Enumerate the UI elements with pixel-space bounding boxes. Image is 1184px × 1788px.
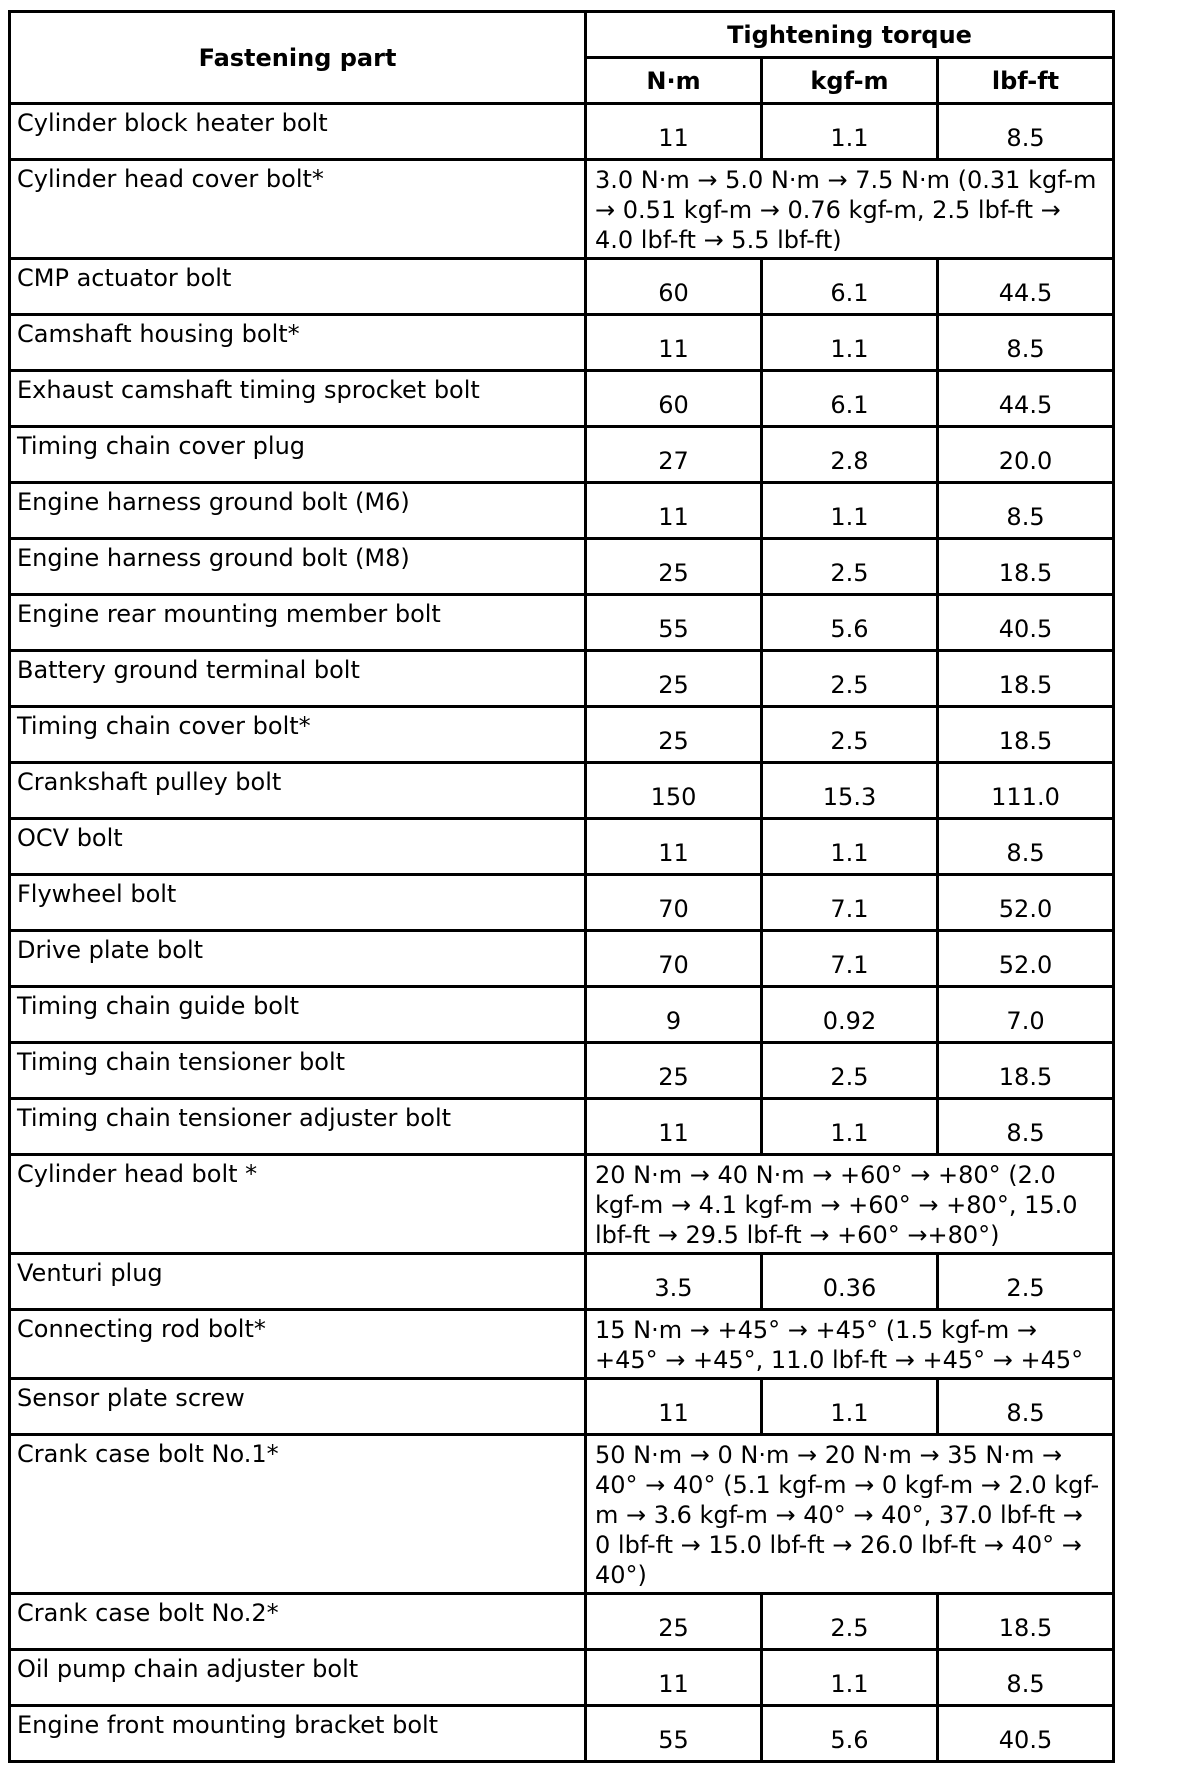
torque-lbfft-cell: 2.5: [938, 1254, 1114, 1310]
torque-kgfm-cell: 5.6: [762, 595, 938, 651]
torque-kgfm-cell: 1.1: [762, 1379, 938, 1435]
table-header: [10, 12, 1114, 104]
fastening-part-cell: Venturi plug: [10, 1254, 586, 1310]
header-unit-lbfft: lbf-ft: [938, 58, 1114, 104]
fastening-part-cell: Flywheel bolt: [10, 875, 586, 931]
torque-lbfft-cell: 7.0: [938, 987, 1114, 1043]
fastening-part-cell: Engine harness ground bolt (M8): [10, 539, 586, 595]
torque-kgfm-cell: 1.1: [762, 819, 938, 875]
torque-lbfft-cell: 8.5: [938, 104, 1114, 160]
table-row: [10, 1594, 1114, 1650]
table-row: [10, 763, 1114, 819]
torque-kgfm-cell: 2.5: [762, 1594, 938, 1650]
torque-kgfm-cell: 6.1: [762, 259, 938, 315]
fastening-part-cell: Crank case bolt No.2*: [10, 1594, 586, 1650]
torque-nm-cell: 55: [586, 1706, 762, 1762]
torque-nm-cell: 9: [586, 987, 762, 1043]
torque-nm-cell: 55: [586, 595, 762, 651]
torque-kgfm-cell: 6.1: [762, 371, 938, 427]
fastening-part-cell: Engine rear mounting member bolt: [10, 595, 586, 651]
table-row: [10, 819, 1114, 875]
torque-kgfm-cell: 1.1: [762, 1650, 938, 1706]
torque-lbfft-cell: 20.0: [938, 427, 1114, 483]
table-row: [10, 875, 1114, 931]
torque-lbfft-cell: 52.0: [938, 875, 1114, 931]
fastening-part-cell: Drive plate bolt: [10, 931, 586, 987]
fastening-part-cell: Connecting rod bolt*: [10, 1310, 586, 1379]
table-row: [10, 1155, 1114, 1254]
torque-nm-cell: 11: [586, 1099, 762, 1155]
torque-kgfm-cell: 5.6: [762, 1706, 938, 1762]
fastening-part-cell: Timing chain guide bolt: [10, 987, 586, 1043]
table-row: [10, 1435, 1114, 1594]
torque-lbfft-cell: 8.5: [938, 315, 1114, 371]
fastening-part-cell: Timing chain cover bolt*: [10, 707, 586, 763]
torque-nm-cell: 25: [586, 707, 762, 763]
torque-lbfft-cell: 52.0: [938, 931, 1114, 987]
table-row: [10, 371, 1114, 427]
torque-nm-cell: 11: [586, 104, 762, 160]
table-row: [10, 931, 1114, 987]
table-row: [10, 104, 1114, 160]
table-row: [10, 483, 1114, 539]
fastening-part-cell: Cylinder block heater bolt: [10, 104, 586, 160]
torque-sequence-cell: 20 N·m → 40 N·m → +60° → +80° (2.0 kgf-m → 4.1 kgf-m → +60° → +80°, 15.0 lbf-ft → 29.5 lbf-ft → +60° →+80°): [586, 1155, 1114, 1254]
torque-kgfm-cell: 1.1: [762, 1099, 938, 1155]
table-row: [10, 427, 1114, 483]
fastening-part-cell: Sensor plate screw: [10, 1379, 586, 1435]
fastening-part-cell: Cylinder head bolt *: [10, 1155, 586, 1254]
torque-lbfft-cell: 18.5: [938, 651, 1114, 707]
torque-nm-cell: 25: [586, 1043, 762, 1099]
table-row: [10, 315, 1114, 371]
torque-nm-cell: 27: [586, 427, 762, 483]
fastening-part-cell: Timing chain cover plug: [10, 427, 586, 483]
torque-nm-cell: 3.5: [586, 1254, 762, 1310]
table-row: [10, 259, 1114, 315]
torque-lbfft-cell: 44.5: [938, 371, 1114, 427]
torque-sequence-cell: 15 N·m → +45° → +45° (1.5 kgf-m → +45° → +45°, 11.0 lbf-ft → +45° → +45°: [586, 1310, 1114, 1379]
torque-nm-cell: 25: [586, 1594, 762, 1650]
table-row: [10, 651, 1114, 707]
torque-table: [8, 10, 1115, 1763]
fastening-part-cell: Oil pump chain adjuster bolt: [10, 1650, 586, 1706]
fastening-part-cell: Engine harness ground bolt (M6): [10, 483, 586, 539]
table-row: [10, 595, 1114, 651]
fastening-part-cell: Battery ground terminal bolt: [10, 651, 586, 707]
fastening-part-cell: OCV bolt: [10, 819, 586, 875]
torque-lbfft-cell: 8.5: [938, 819, 1114, 875]
table-row: [10, 987, 1114, 1043]
torque-kgfm-cell: 2.5: [762, 651, 938, 707]
torque-lbfft-cell: 40.5: [938, 595, 1114, 651]
torque-nm-cell: 11: [586, 819, 762, 875]
fastening-part-cell: Engine front mounting bracket bolt: [10, 1706, 586, 1762]
torque-lbfft-cell: 8.5: [938, 1650, 1114, 1706]
fastening-part-cell: Cylinder head cover bolt*: [10, 160, 586, 259]
torque-lbfft-cell: 18.5: [938, 1594, 1114, 1650]
table-row: [10, 1310, 1114, 1379]
torque-lbfft-cell: 18.5: [938, 707, 1114, 763]
torque-kgfm-cell: 2.5: [762, 1043, 938, 1099]
fastening-part-cell: CMP actuator bolt: [10, 259, 586, 315]
torque-lbfft-cell: 18.5: [938, 539, 1114, 595]
table-row: [10, 1099, 1114, 1155]
torque-nm-cell: 11: [586, 315, 762, 371]
table-body: [10, 104, 1114, 1762]
torque-nm-cell: 11: [586, 1379, 762, 1435]
fastening-part-cell: Timing chain tensioner adjuster bolt: [10, 1099, 586, 1155]
torque-nm-cell: 60: [586, 371, 762, 427]
torque-lbfft-cell: 111.0: [938, 763, 1114, 819]
torque-nm-cell: 60: [586, 259, 762, 315]
torque-kgfm-cell: 2.5: [762, 539, 938, 595]
torque-nm-cell: 70: [586, 931, 762, 987]
torque-nm-cell: 25: [586, 651, 762, 707]
torque-nm-cell: 25: [586, 539, 762, 595]
torque-lbfft-cell: 8.5: [938, 1379, 1114, 1435]
torque-kgfm-cell: 2.8: [762, 427, 938, 483]
torque-kgfm-cell: 1.1: [762, 483, 938, 539]
table-row: [10, 539, 1114, 595]
torque-nm-cell: 11: [586, 483, 762, 539]
table-row: [10, 1706, 1114, 1762]
torque-sequence-cell: 50 N·m → 0 N·m → 20 N·m → 35 N·m → 40° → 40° (5.1 kgf-m → 0 kgf-m → 2.0 kgf-m → 3.6 kgf-m → 40° → 40°, 37.0 lbf-ft → 0 lbf-ft → 15.0 lbf-ft → 26.0 lbf-ft → 40° → 40°): [586, 1435, 1114, 1594]
torque-kgfm-cell: 1.1: [762, 104, 938, 160]
table-row: [10, 160, 1114, 259]
torque-lbfft-cell: 40.5: [938, 1706, 1114, 1762]
torque-kgfm-cell: 15.3: [762, 763, 938, 819]
torque-nm-cell: 70: [586, 875, 762, 931]
table-row: [10, 707, 1114, 763]
torque-kgfm-cell: 0.92: [762, 987, 938, 1043]
header-fastening-part: Fastening part: [10, 12, 586, 104]
torque-nm-cell: 11: [586, 1650, 762, 1706]
torque-sequence-cell: 3.0 N·m → 5.0 N·m → 7.5 N·m (0.31 kgf-m → 0.51 kgf-m → 0.76 kgf-m, 2.5 lbf-ft → 4.0 lbf-ft → 5.5 lbf-ft): [586, 160, 1114, 259]
header-tightening-torque: Tightening torque: [586, 12, 1114, 58]
fastening-part-cell: Camshaft housing bolt*: [10, 315, 586, 371]
fastening-part-cell: Crankshaft pulley bolt: [10, 763, 586, 819]
torque-kgfm-cell: 7.1: [762, 931, 938, 987]
torque-kgfm-cell: 7.1: [762, 875, 938, 931]
table-row: [10, 1043, 1114, 1099]
table-row: [10, 1379, 1114, 1435]
torque-lbfft-cell: 18.5: [938, 1043, 1114, 1099]
torque-lbfft-cell: 44.5: [938, 259, 1114, 315]
header-unit-kgfm: kgf-m: [762, 58, 938, 104]
table-row: [10, 1650, 1114, 1706]
table-row: [10, 1254, 1114, 1310]
torque-kgfm-cell: 1.1: [762, 315, 938, 371]
torque-kgfm-cell: 2.5: [762, 707, 938, 763]
torque-lbfft-cell: 8.5: [938, 483, 1114, 539]
torque-kgfm-cell: 0.36: [762, 1254, 938, 1310]
header-unit-nm: N·m: [586, 58, 762, 104]
torque-nm-cell: 150: [586, 763, 762, 819]
fastening-part-cell: Timing chain tensioner bolt: [10, 1043, 586, 1099]
fastening-part-cell: Crank case bolt No.1*: [10, 1435, 586, 1594]
torque-lbfft-cell: 8.5: [938, 1099, 1114, 1155]
fastening-part-cell: Exhaust camshaft timing sprocket bolt: [10, 371, 586, 427]
